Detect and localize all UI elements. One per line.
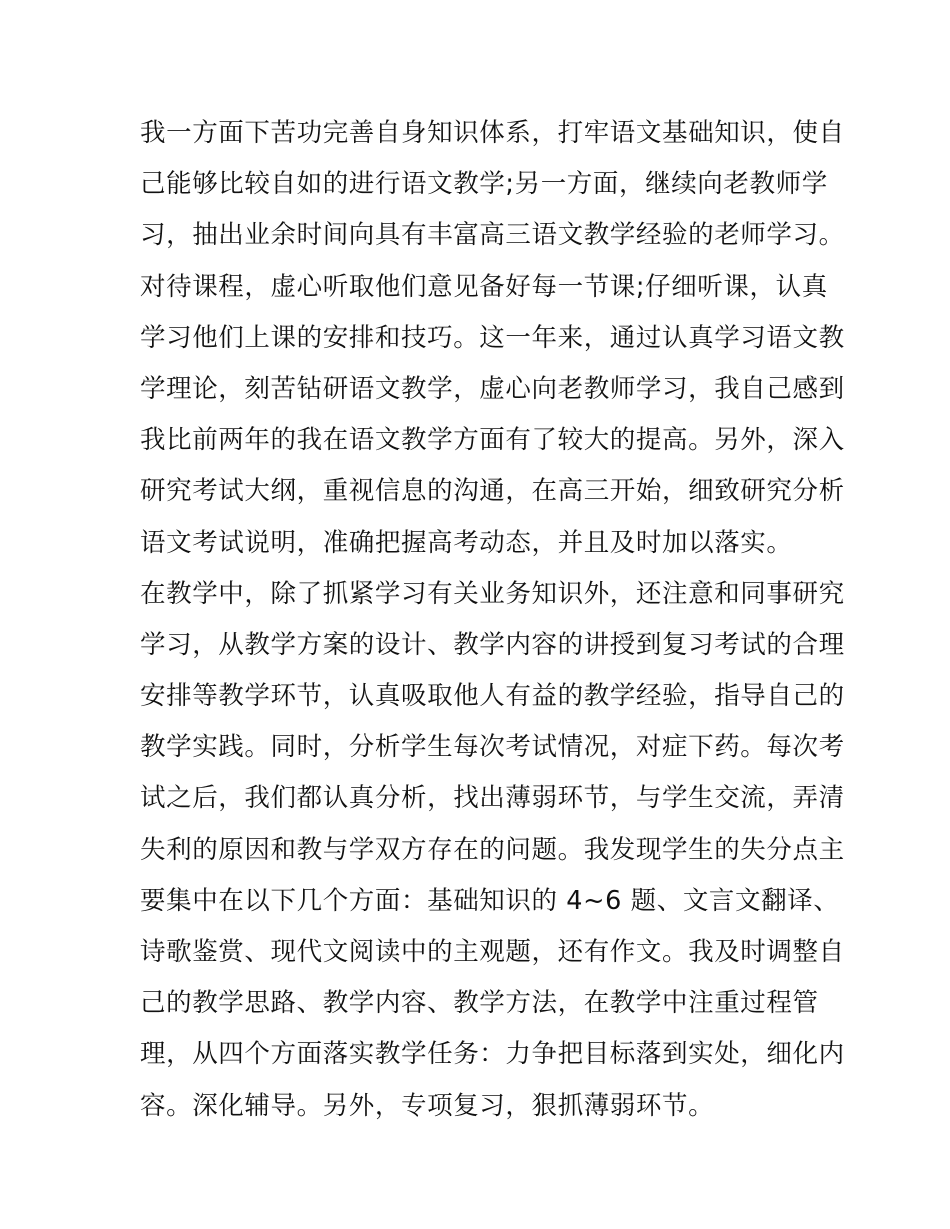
text-line: 学理论，刻苦钻研语文教学，虚心向老教师学习，我自己感到 xyxy=(140,373,845,404)
text-line: 我比前两年的我在语文教学方面有了较大的提高。另外，深入 xyxy=(140,425,845,456)
paragraph-1 xyxy=(140,108,845,569)
text-line: 学习，从教学方案的设计、教学内容的讲授到复习考试的合理 xyxy=(140,629,845,660)
text-line: 对待课程，虚心听取他们意见备好每一节课;仔细听课，认真 xyxy=(140,271,828,302)
text-line: 教学实践。同时，分析学生每次考试情况，对症下药。每次考 xyxy=(140,732,845,763)
text-line: 诗歌鉴赏、现代文阅读中的主观题，还有作文。我及时调整自 xyxy=(140,937,845,967)
text-line: 理，从四个方面落实教学任务：力争把目标落到实处，细化内 xyxy=(140,1039,845,1070)
text-line: 己能够比较自如的进行语文教学;另一方面，继续向老教师学 xyxy=(140,169,828,200)
text-line: 容。深化辅导。另外，专项复习，狠抓薄弱环节。 xyxy=(140,1090,715,1121)
text-line: 我一方面下苦功完善自身知识体系，打牢语文基础知识，使自 xyxy=(140,118,845,148)
text-line: 失利的原因和教与学双方存在的问题。我发现学生的失分点主 xyxy=(140,834,845,865)
body-text xyxy=(140,108,845,1132)
text-line: 要集中在以下几个方面：基础知识的 4~6 题、文言文翻译、 xyxy=(140,885,840,916)
text-line: 试之后，我们都认真分析，找出薄弱环节，与学生交流，弄清 xyxy=(140,783,845,814)
text-line: 安排等教学环节，认真吸取他人有益的教学经验，指导自己的 xyxy=(140,681,845,712)
text-line: 研究考试大纲，重视信息的沟通，在高三开始，细致研究分析 xyxy=(140,476,845,507)
text-line: 学习他们上课的安排和技巧。这一年来，通过认真学习语文教 xyxy=(140,322,845,353)
text-line: 习，抽出业余时间向具有丰富高三语文教学经验的老师学习。 xyxy=(140,220,845,251)
paragraph-2 xyxy=(140,569,845,1132)
text-line: 在教学中，除了抓紧学习有关业务知识外，还注意和同事研究 xyxy=(140,578,845,609)
text-line: 语文考试说明，准确把握高考动态，并且及时加以落实。 xyxy=(140,527,793,558)
text-line: 己的教学思路、教学内容、教学方法，在教学中注重过程管 xyxy=(140,988,819,1019)
